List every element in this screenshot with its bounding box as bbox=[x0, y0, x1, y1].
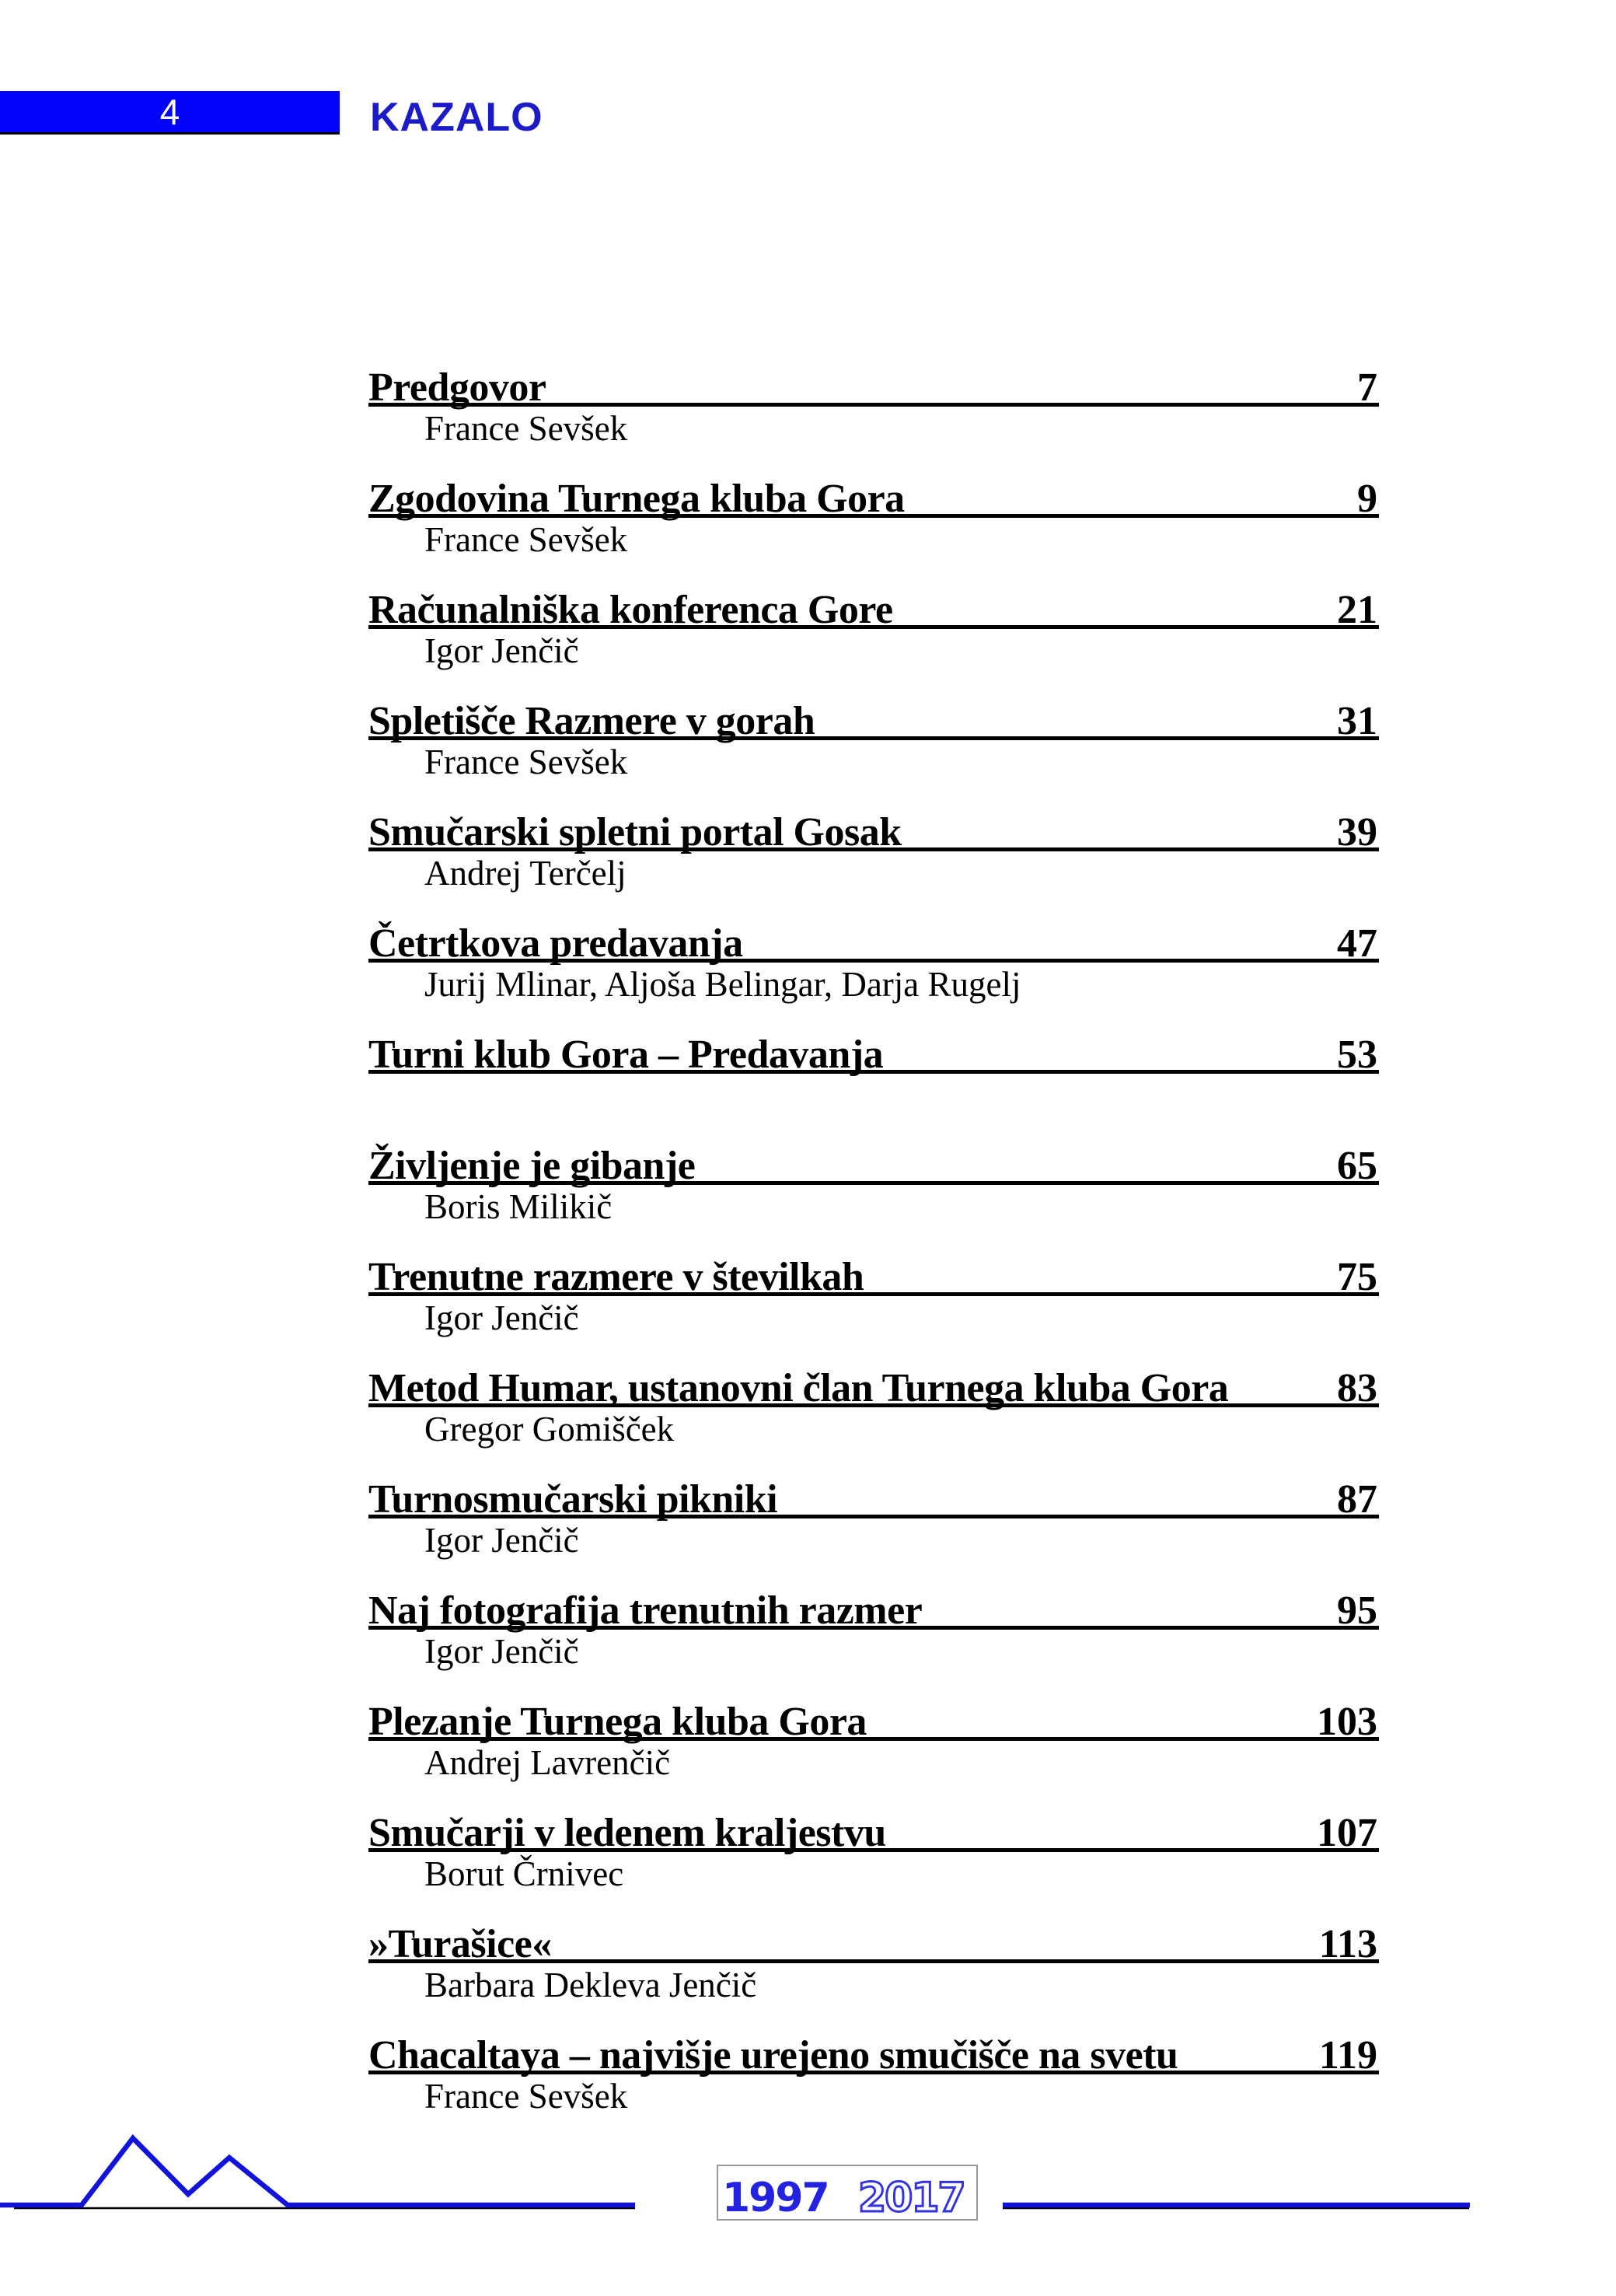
toc-entry bbox=[368, 1366, 1379, 1480]
toc-entry-author: Boris Milikič bbox=[424, 1187, 613, 1226]
toc-entry-page-number: 65 bbox=[1337, 1144, 1377, 1188]
anniversary-years-box bbox=[717, 2165, 978, 2221]
toc-entry-rule bbox=[368, 810, 1379, 854]
toc-entry-rule bbox=[368, 921, 1379, 966]
toc-entry bbox=[368, 1588, 1379, 1703]
toc-entry-author: Borut Črnivec bbox=[424, 1854, 624, 1893]
toc-entry-author: France Sevšek bbox=[424, 743, 628, 781]
toc-entry-page-number: 7 bbox=[1357, 365, 1377, 410]
toc-entry-page-number: 95 bbox=[1337, 1588, 1377, 1633]
toc-entry-title: »Turašice« bbox=[368, 1922, 552, 1966]
toc-entry-rule bbox=[368, 2033, 1379, 2078]
toc-entry-page-number: 39 bbox=[1337, 810, 1377, 854]
toc-entry-rule bbox=[368, 1700, 1379, 1744]
toc-entry-title: Četrtkova predavanja bbox=[368, 921, 743, 966]
toc-entry-page-number: 83 bbox=[1337, 1366, 1377, 1410]
toc-entry bbox=[368, 1033, 1379, 1147]
toc-entry-title: Predgovor bbox=[368, 365, 546, 410]
toc-entry-page-number: 47 bbox=[1337, 921, 1377, 966]
page-title: KAZALO bbox=[370, 95, 543, 140]
mountain-zigzag-line bbox=[0, 2138, 635, 2205]
toc-entry-rule bbox=[368, 1477, 1379, 1522]
toc-entry-title: Življenje je gibanje bbox=[368, 1144, 696, 1188]
toc-entry-title: Trenutne razmere v številkah bbox=[368, 1255, 864, 1299]
page-number: 4 bbox=[159, 91, 180, 132]
toc-entry bbox=[368, 699, 1379, 813]
toc-entry-author: France Sevšek bbox=[424, 520, 628, 559]
toc-entry-page-number: 21 bbox=[1337, 588, 1377, 632]
toc-entry-page-number: 113 bbox=[1318, 1922, 1377, 1966]
toc-entry-author: Andrej Terčelj bbox=[424, 854, 627, 893]
page-number-bar bbox=[0, 91, 340, 135]
toc-entry bbox=[368, 1922, 1379, 2036]
year-end-label-outline bbox=[857, 2179, 973, 2216]
toc-entry-page-number: 31 bbox=[1337, 699, 1377, 743]
toc-entry-rule bbox=[368, 1144, 1379, 1188]
toc-entry-rule bbox=[368, 1811, 1379, 1855]
toc-entry bbox=[368, 1144, 1379, 1258]
toc-entry-title: Smučarji v ledenem kraljestvu bbox=[368, 1811, 886, 1855]
toc-entry-rule bbox=[368, 1922, 1379, 1966]
toc-entry-rule bbox=[368, 477, 1379, 521]
year-end-label: 2017 bbox=[857, 2179, 965, 2216]
toc-entry-author: Barbara Dekleva Jenčič bbox=[424, 1966, 757, 2004]
toc-entry bbox=[368, 365, 1379, 480]
toc-entry-title: Računalniška konferenca Gore bbox=[368, 588, 893, 632]
toc-entry-author: Igor Jenčič bbox=[424, 631, 579, 670]
toc-entry-author: Igor Jenčič bbox=[424, 1632, 579, 1671]
toc-entry-author: Igor Jenčič bbox=[424, 1521, 579, 1560]
toc-entry-page-number: 103 bbox=[1317, 1700, 1377, 1744]
toc-entry-rule bbox=[368, 1588, 1379, 1633]
toc-entry-title: Spletišče Razmere v gorah bbox=[368, 699, 815, 743]
toc-entry-page-number: 107 bbox=[1317, 1811, 1377, 1855]
toc-entry-rule bbox=[368, 588, 1379, 632]
toc-entry-title: Turni klub Gora – Predavanja bbox=[368, 1033, 884, 1077]
toc-entry-rule bbox=[368, 1366, 1379, 1410]
toc-entry bbox=[368, 1811, 1379, 1925]
toc-entry-rule bbox=[368, 365, 1379, 410]
year-start-label: 1997 bbox=[722, 2175, 829, 2221]
toc-entry-page-number: 119 bbox=[1318, 2033, 1377, 2078]
toc-entry-author: Jurij Mlinar, Aljoša Belingar, Darja Rugelj bbox=[424, 965, 1021, 1004]
toc-entry bbox=[368, 1700, 1379, 1814]
toc-entry-title: Chacaltaya – najvišje urejeno smučišče na svetu bbox=[368, 2033, 1178, 2078]
toc-entry-rule bbox=[368, 699, 1379, 743]
toc-list bbox=[368, 365, 1379, 2147]
toc-entry-title: Smučarski spletni portal Gosak bbox=[368, 810, 902, 854]
toc-entry bbox=[368, 810, 1379, 924]
toc-entry-author: France Sevšek bbox=[424, 2077, 628, 2116]
toc-entry-title: Metod Humar, ustanovni član Turnega kluba Gora bbox=[368, 1366, 1229, 1410]
toc-entry-title: Zgodovina Turnega kluba Gora bbox=[368, 477, 905, 521]
toc-entry-title: Plezanje Turnega kluba Gora bbox=[368, 1700, 867, 1744]
toc-entry bbox=[368, 477, 1379, 591]
toc-entry bbox=[368, 1477, 1379, 1592]
toc-entry-page-number: 87 bbox=[1337, 1477, 1377, 1522]
toc-entry-author: Igor Jenčič bbox=[424, 1298, 579, 1337]
toc-entry-author: Andrej Lavrenčič bbox=[424, 1743, 671, 1782]
toc-entry-page-number: 9 bbox=[1357, 477, 1377, 521]
toc-entry bbox=[368, 588, 1379, 702]
toc-entry-page-number: 53 bbox=[1337, 1033, 1377, 1077]
toc-entry bbox=[368, 1255, 1379, 1369]
toc-entry-rule bbox=[368, 1255, 1379, 1299]
toc-entry-author: France Sevšek bbox=[424, 409, 628, 448]
toc-entry-title: Turnosmučarski pikniki bbox=[368, 1477, 778, 1522]
toc-entry bbox=[368, 921, 1379, 1036]
toc-entry-title: Naj fotografija trenutnih razmer bbox=[368, 1588, 923, 1633]
toc-entry-page-number: 75 bbox=[1337, 1255, 1377, 1299]
toc-entry-author: Gregor Gomišček bbox=[424, 1410, 675, 1449]
toc-entry-rule bbox=[368, 1033, 1379, 1077]
